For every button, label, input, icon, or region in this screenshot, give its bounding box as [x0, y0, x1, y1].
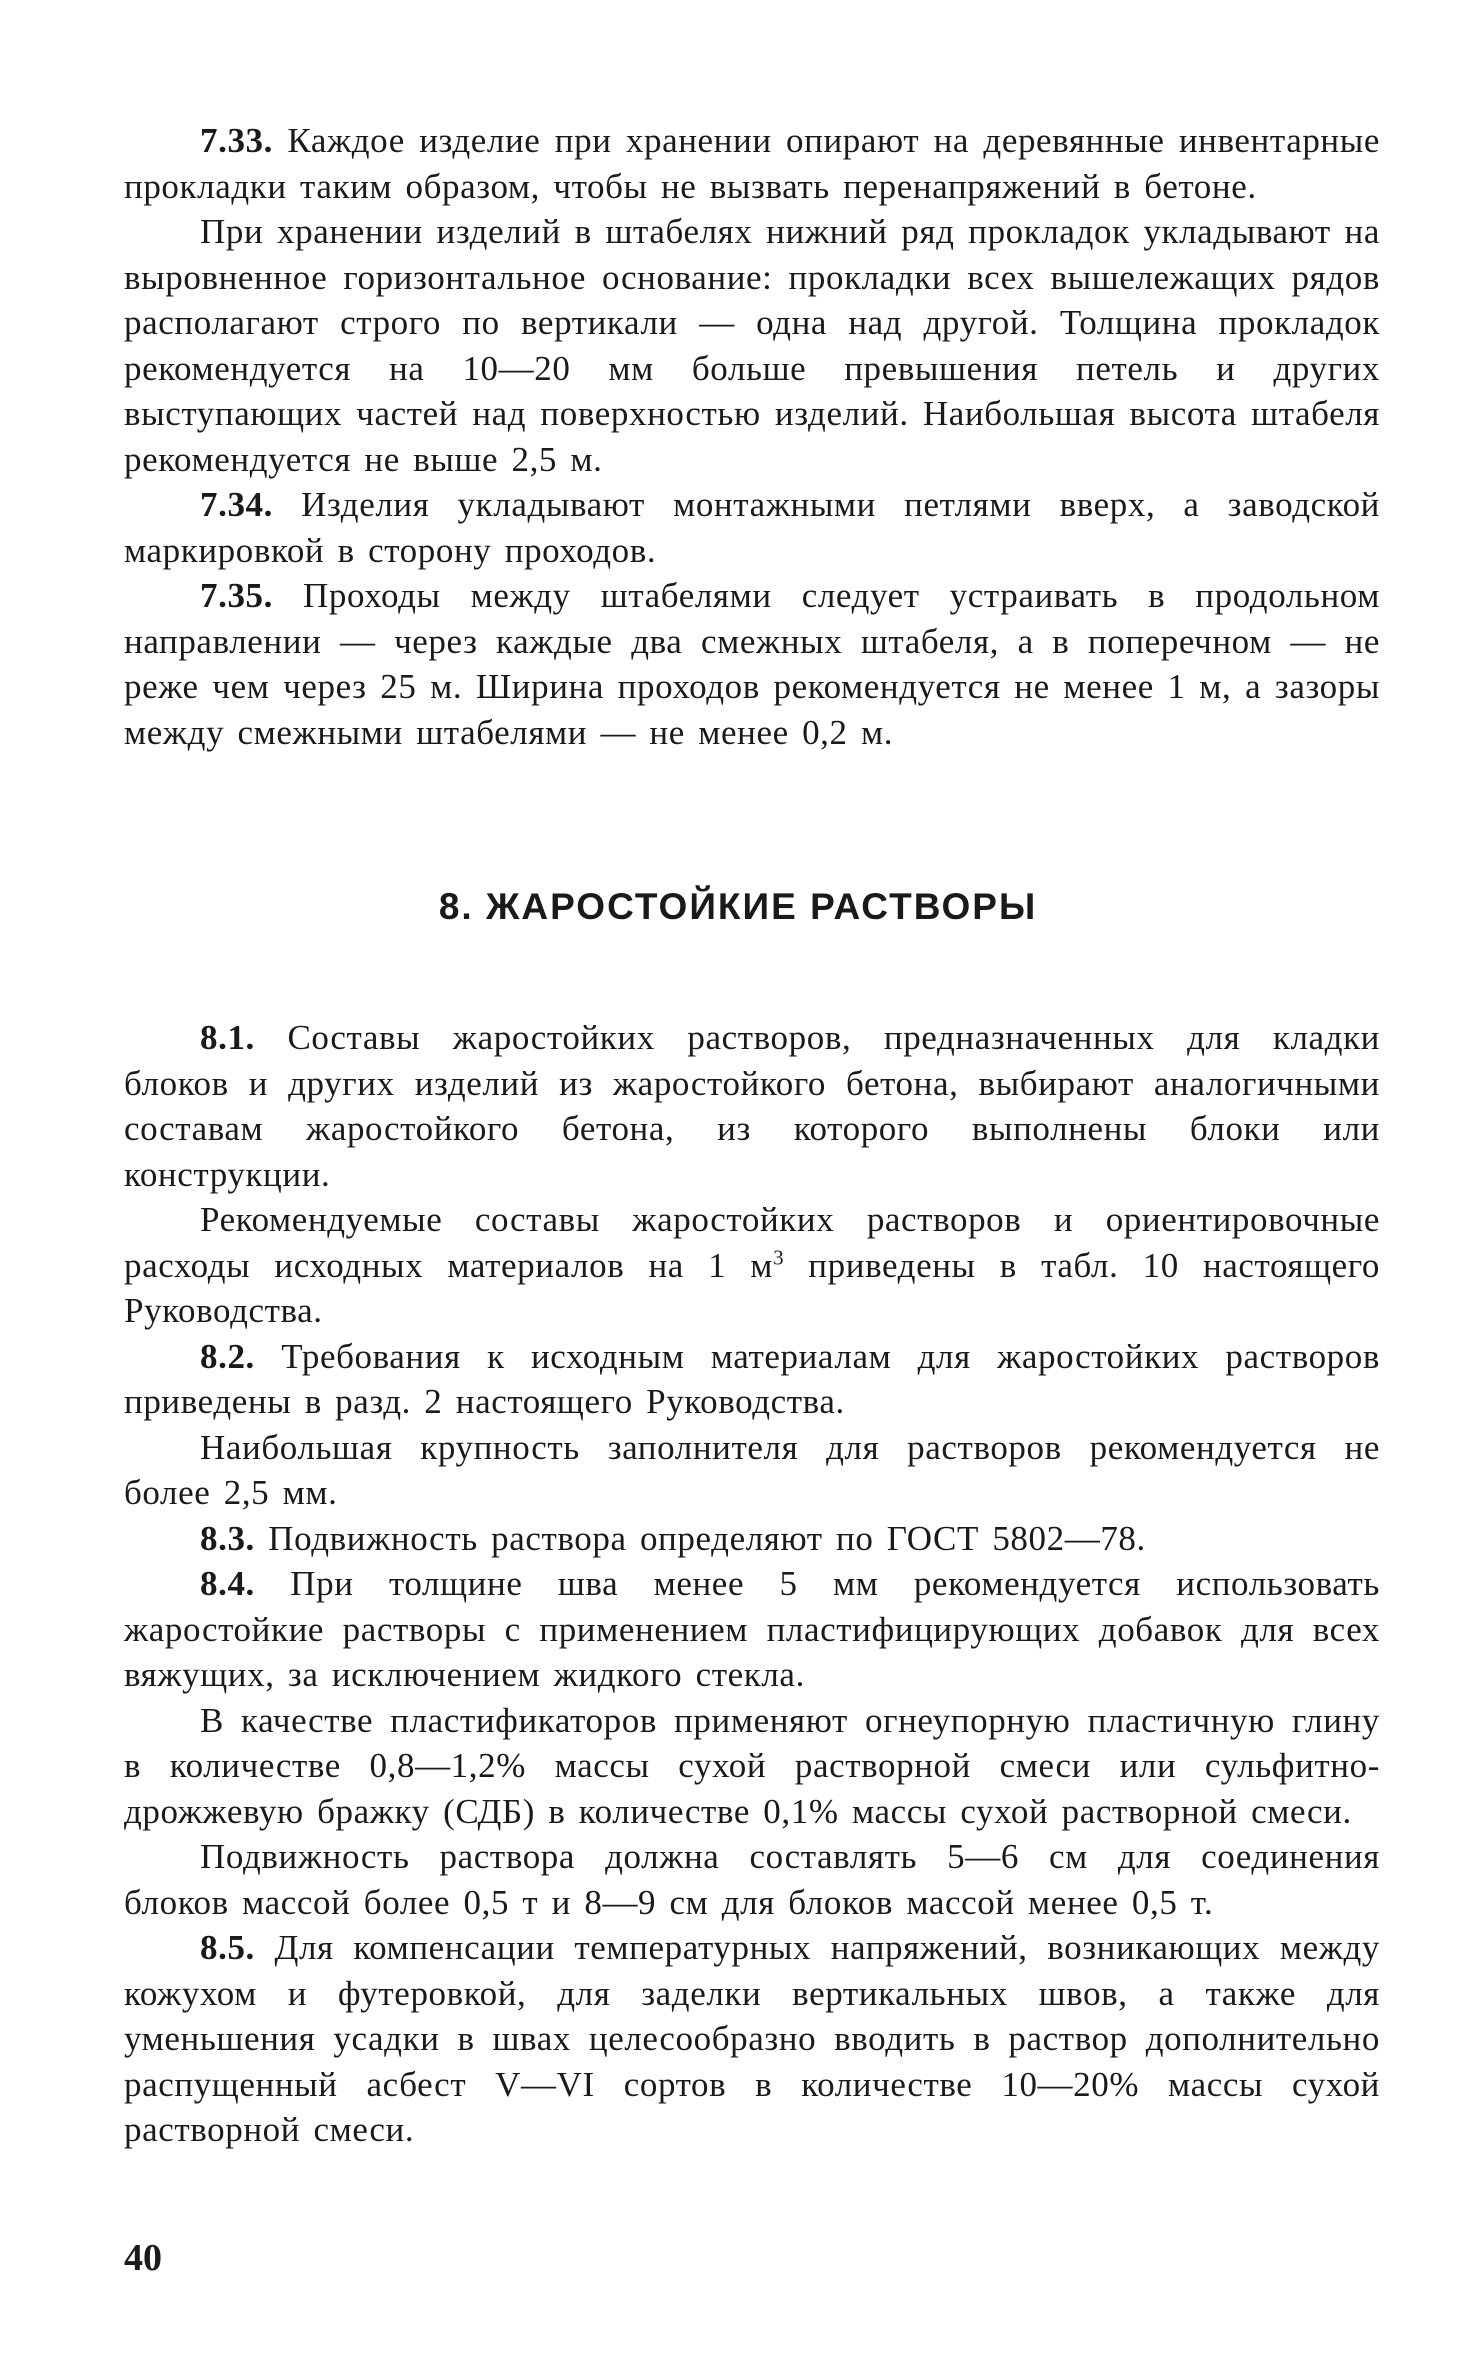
- paragraph-text: В качестве пластификаторов применяют огнеупорную пластичную глину в количестве 0,8—1,2% массы сухой растворной смеси или сульфитно-дрожжевую бражку (СДБ) в количестве 0,1% массы сухой растворной смеси.: [124, 1700, 1380, 1831]
- paragraph-text: При толщине шва менее 5 мм рекомендуется использовать жаростойкие растворы с применением пластифицирующих добавок для всех вяжущих, за исключением жидкого стекла.: [124, 1564, 1380, 1694]
- paragraph-7-33-continued: [124, 209, 1380, 482]
- paragraph-text: Наибольшая крупность заполнителя для растворов рекомендуется не более 2,5 мм.: [124, 1427, 1380, 1512]
- paragraph-number: 8.2.: [200, 1336, 255, 1376]
- paragraph-8-4: [124, 1561, 1380, 1698]
- paragraph-text: Подвижность раствора определяют по ГОСТ 5802—78.: [268, 1518, 1146, 1558]
- paragraph-text: Требования к исходным материалам для жаростойких растворов приведены в разд. 2 настоящего Руководства.: [124, 1336, 1381, 1421]
- section-heading: 8. ЖАРОСТОЙКИЕ РАСТВОРЫ: [438, 886, 1038, 927]
- paragraph-number: 7.33.: [200, 121, 273, 160]
- paragraph-number: 8.3.: [200, 1518, 255, 1558]
- paragraph-7-35: [124, 573, 1380, 755]
- paragraph-number: 7.34.: [200, 485, 273, 524]
- paragraph-8-3: [124, 1516, 1380, 1562]
- paragraph-8-1: [124, 1015, 1380, 1197]
- paragraph-8-1-continued: [124, 1197, 1380, 1334]
- paragraph-text: Проходы между штабелями следует устраивать в продольном направлении — через каждые два смежных штабеля, а в поперечном — не реже чем через 25 м. Ширина проходов рекомендуется не менее 1 м, а зазоры между смежными штабелями — не менее 0,2 м.: [124, 576, 1380, 752]
- paragraph-text: Для компенсации температурных напряжений, возникающих между кожухом и футеровкой, для заделки вертикальных швов, а также для уменьшения усадки в швах целесообразно вводить в раствор дополнительно распущенный асбест V—VI сортов в количестве 10—20% массы сухой растворной смеси.: [124, 1928, 1380, 2149]
- section-7-text: [124, 118, 1380, 755]
- superscript: 3: [773, 1244, 785, 1269]
- page-number: 40: [124, 2237, 162, 2279]
- paragraph-text: Каждое изделие при хранении опирают на деревянные инвентарные прокладки таким образом, чтобы не вызвать перенапряжений в бетоне.: [124, 121, 1381, 206]
- paragraph-number: 8.1.: [200, 1018, 255, 1057]
- paragraph-text: Составы жаростойких растворов, предназначенных для кладки блоков и других изделий из жаростойкого бетона, выбирают аналогичными составам жаростойкого бетона, из которого выполнены блоки или конструкции.: [124, 1018, 1381, 1194]
- paragraph-8-2-continued: [124, 1425, 1380, 1516]
- paragraph-text: При хранении изделий в штабелях нижний ряд прокладок укладывают на выровненное горизонтальное основание: прокладки всех вышележащих рядов располагают строго по вертикали — одна над другой. Толщина прокладок рекомендуется на 10—20 мм больше превышения петель и других выступающих частей над поверхностью изделий. Наибольшая высота штабеля рекомендуется не выше 2,5 м.: [124, 212, 1380, 479]
- paragraph-8-5: [124, 1925, 1380, 2153]
- paragraph-number: 8.4.: [200, 1564, 255, 1603]
- paragraph-number: 7.35.: [200, 576, 273, 615]
- paragraph-7-33: [124, 118, 1380, 209]
- paragraph-text: Подвижность раствора должна составлять 5—6 см для соединения блоков массой более 0,5 т и 8—9 см для блоков массой менее 0,5 т.: [124, 1837, 1380, 1922]
- paragraph-8-4-continued: [124, 1698, 1380, 1835]
- paragraph-8-2: [124, 1334, 1380, 1425]
- paragraph-text: Рекомендуемые составы жаростойких растворов и ориентировочные расходы исходных материалов на 1 м: [124, 1200, 1380, 1285]
- paragraph-7-34: [124, 482, 1380, 573]
- section-8-text: [124, 1015, 1380, 2153]
- paragraph-8-4-continued-2: [124, 1834, 1380, 1925]
- paragraph-number: 8.5.: [200, 1928, 255, 1967]
- paragraph-text: Изделия укладывают монтажными петлями вверх, а заводской маркировкой в сторону проходов.: [124, 485, 1381, 570]
- paragraph-text: приведены в табл. 10 настоящего Руководства.: [124, 1245, 1380, 1330]
